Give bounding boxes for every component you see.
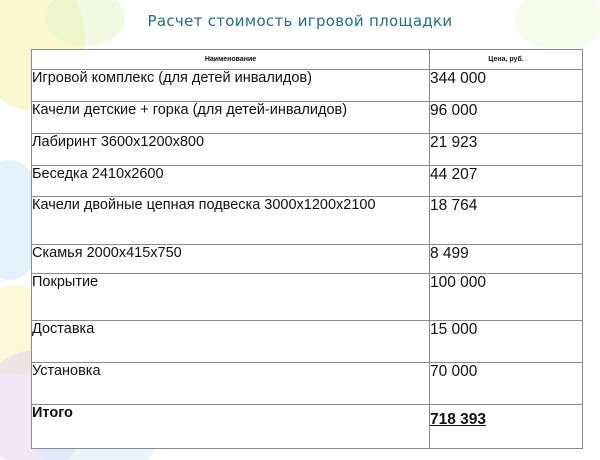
column-header-price: Цена, руб. (430, 50, 583, 70)
table-row (32, 363, 583, 405)
item-name: Лабиринт 3600х1200х800 (32, 134, 430, 166)
item-price: 70 000 (430, 363, 583, 405)
item-price: 18 764 (430, 197, 583, 245)
item-price: 8 499 (430, 245, 583, 274)
item-name: Покрытие (32, 274, 430, 321)
item-name: Качели двойные цепная подвеска 3000х1200х2100 (32, 197, 430, 245)
item-price: 96 000 (430, 102, 583, 134)
item-name: Игровой комплекс (для детей инвалидов) (32, 70, 430, 102)
cost-table (31, 49, 583, 449)
table-row (32, 321, 583, 363)
table-row (32, 166, 583, 197)
table-row (32, 274, 583, 321)
table-header-row (32, 50, 583, 70)
table-row (32, 197, 583, 245)
table-row (32, 102, 583, 134)
item-price: 344 000 (430, 70, 583, 102)
table-row (32, 245, 583, 274)
item-name: Качели детские + горка (для детей-инвалидов) (32, 102, 430, 134)
item-name: Установка (32, 363, 430, 405)
slide-title: Расчет стоимость игровой площадки (147, 12, 453, 30)
total-row (32, 405, 583, 449)
item-name: Беседка 2410х2600 (32, 166, 430, 197)
table-row (32, 134, 583, 166)
item-name: Доставка (32, 321, 430, 363)
item-price: 100 000 (430, 274, 583, 321)
item-name: Скамья 2000х415х750 (32, 245, 430, 274)
item-price: 15 000 (430, 321, 583, 363)
total-value: 718 393 (430, 405, 583, 449)
total-label: Итого (32, 405, 430, 449)
table-row (32, 70, 583, 102)
item-price: 21 923 (430, 134, 583, 166)
column-header-name: Наименование (32, 50, 430, 70)
item-price: 44 207 (430, 166, 583, 197)
